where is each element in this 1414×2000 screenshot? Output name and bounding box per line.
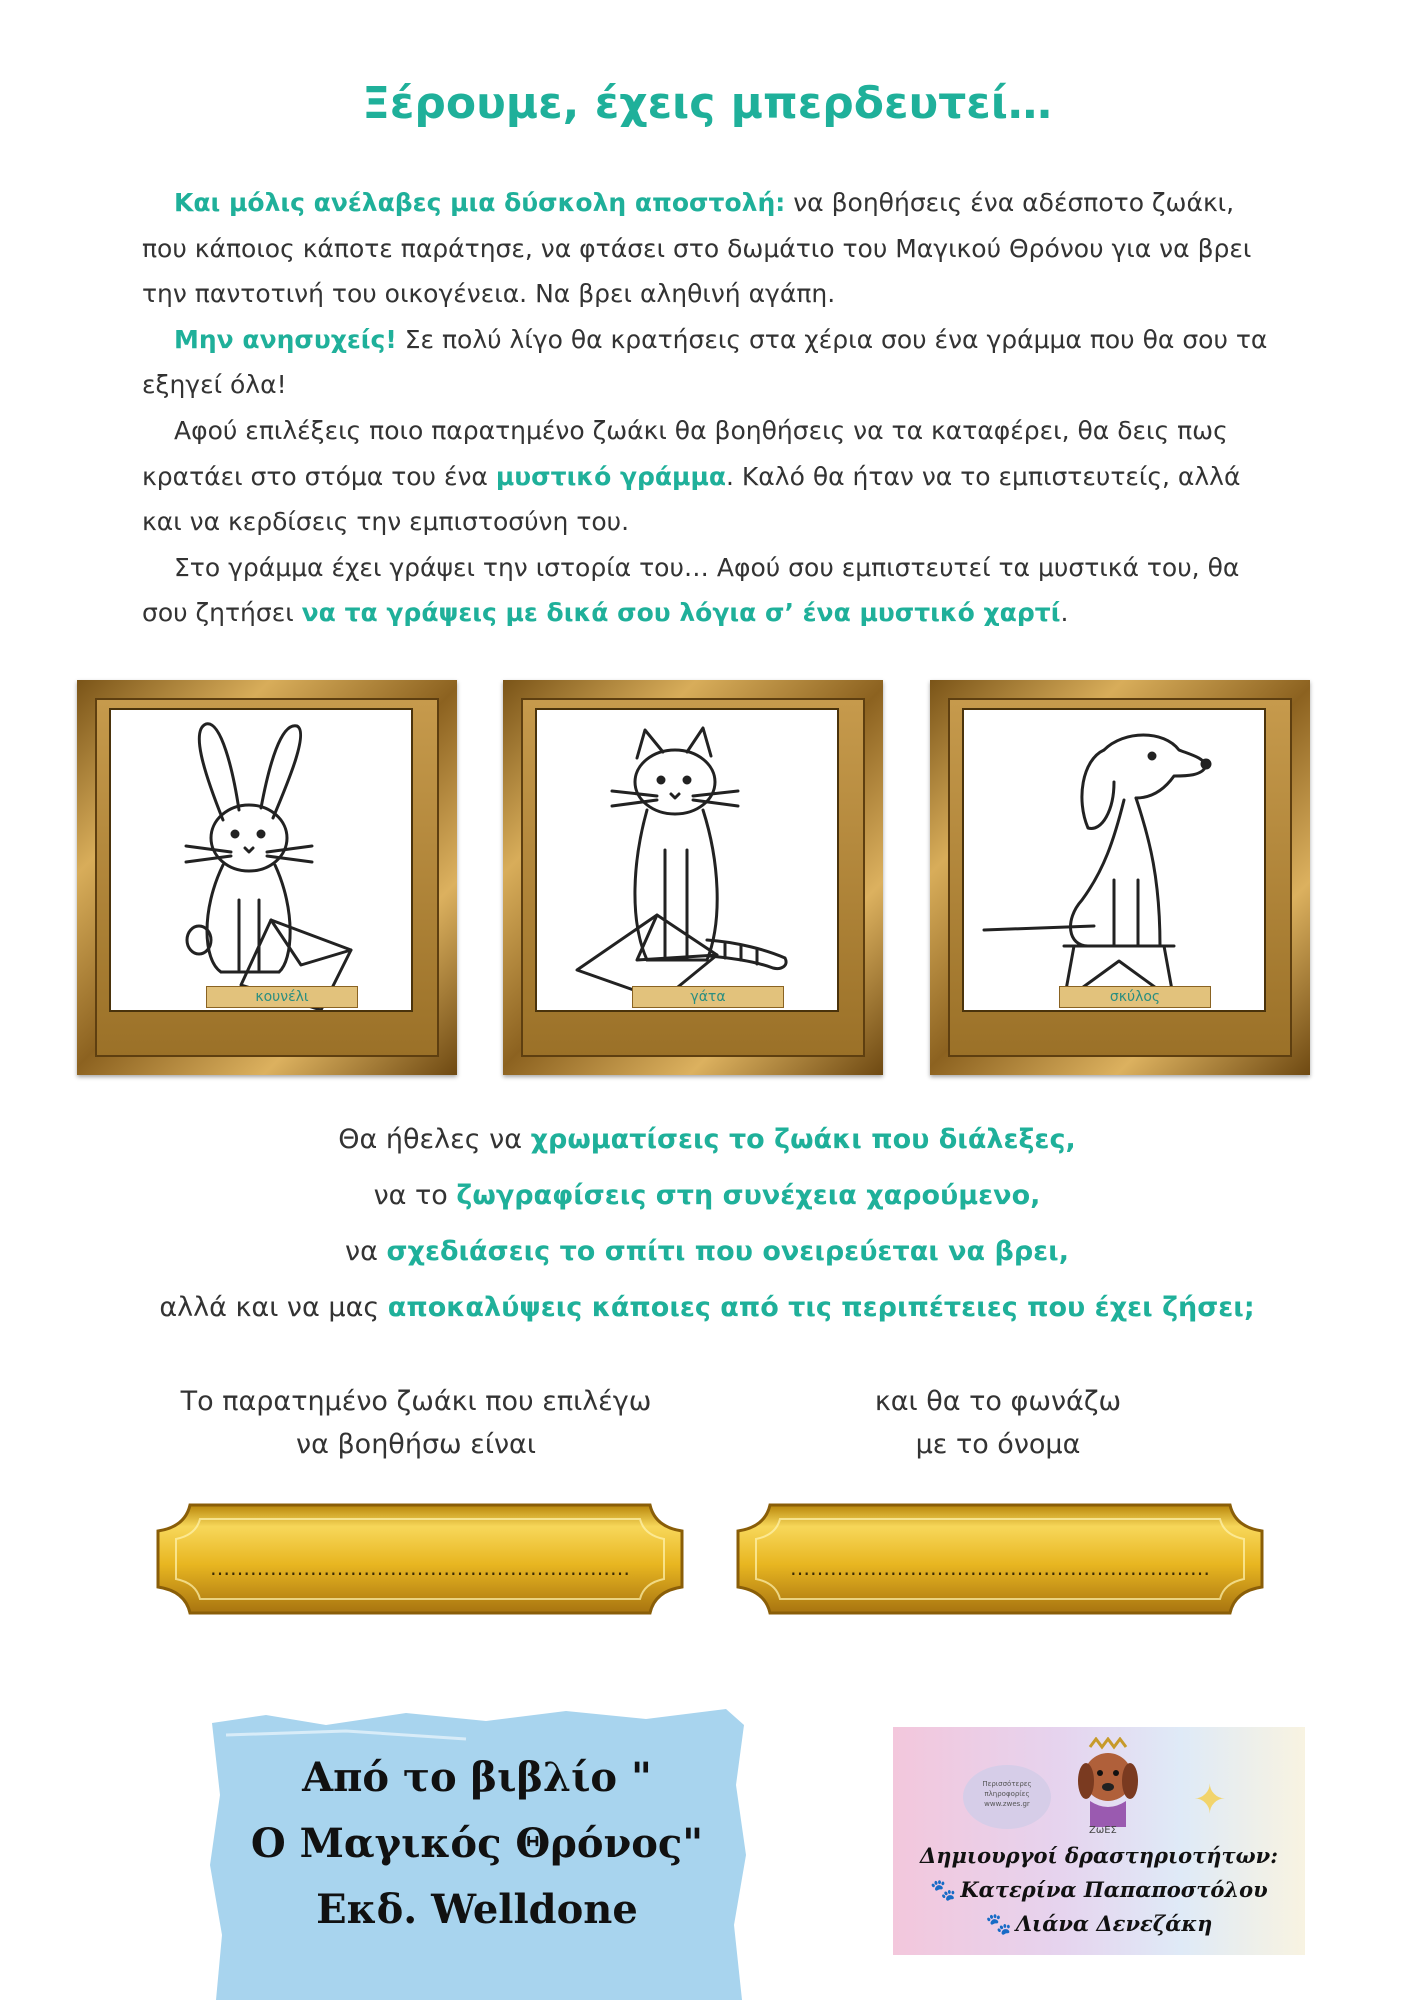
credit-line: Από το βιβλίο ": [302, 1754, 652, 1801]
dog-drawing: [962, 708, 1266, 1012]
label-line: Το παρατημένο ζωάκι που επιλέγω: [180, 1386, 652, 1417]
intro-text-span: Αφού επιλέξεις ποιο παρατημένο ζωάκι θα βοηθήσεις να τα καταφέρει, θα δεις πως κρατάει στο στόμα του ένα: [142, 415, 1228, 491]
prompt-line: [0, 1112, 1414, 1168]
frame-label-plate: σκύλος: [1059, 986, 1211, 1008]
prompt-line: [0, 1280, 1414, 1336]
rabbit-drawing: [109, 708, 413, 1012]
animal-name-label: [738, 1380, 1258, 1466]
intro-highlight: Και μόλις ανέλαβες μια δύσκολη αποστολή:: [174, 188, 786, 217]
animal-choice-label: [156, 1380, 676, 1466]
frame-label-plate: κουνέλι: [206, 986, 358, 1008]
frame-cat[interactable]: [503, 680, 883, 1075]
prompt-highlight: ζωγραφίσεις στη συνέχεια χαρούμενο,: [456, 1180, 1041, 1211]
dog-logo-icon: [1068, 1737, 1148, 1835]
creators-box: [893, 1727, 1305, 1955]
prompt-line: [0, 1224, 1414, 1280]
prompt-text: αλλά και να μας: [159, 1292, 388, 1323]
intro-paragraph: [142, 180, 1282, 317]
animal-name-field[interactable]: [730, 1497, 1270, 1621]
intro-text-span: Στο γράμμα έχει γράψει την ιστορία του… Αφού σου εμπιστευτεί τα μυστικά του, θα σου ζητήσει: [142, 552, 1240, 628]
prompt-line: [0, 1168, 1414, 1224]
cat-drawing: [535, 708, 839, 1012]
intro-text-span: να βοηθήσεις ένα αδέσποτο ζωάκι, που κάποιος κάποτε παράτησε, να φτάσει στο δωμάτιο του Μαγικού Θρόνου για να βρει την παντοτινή του οικογένεια. Να βρει αληθινή αγάπη.: [142, 188, 1252, 309]
creator-name-text: Κατερίνα Παπαποστόλου: [960, 1877, 1268, 1902]
frame-rabbit[interactable]: [77, 680, 457, 1075]
prompt-highlight: σχεδιάσεις το σπίτι που ονειρεύεται να βρει,: [386, 1236, 1069, 1267]
paw-icon: 🐾: [985, 1911, 1012, 1936]
prompt-text: Θα ήθελες να: [338, 1124, 531, 1155]
frame-dog[interactable]: [930, 680, 1310, 1075]
creators-heading: Δημιουργοί δραστηριοτήτων:: [920, 1843, 1278, 1868]
intro-paragraph: [142, 317, 1282, 408]
credit-line: Ο Μαγικός Θρόνος": [250, 1820, 704, 1867]
paw-icon: 🐾: [930, 1877, 957, 1902]
intro-highlight: Μην ανησυχείς!: [174, 324, 397, 354]
info-badge: Περισσότερες πληροφορίες www.zwes.gr: [963, 1765, 1051, 1829]
label-line: και θα το φωνάζω: [874, 1386, 1122, 1417]
intro-text-span: Σε πολύ λίγο θα κρατήσεις στα χέρια σου ένα γράμμα που θα σου τα εξηγεί όλα!: [142, 324, 1268, 400]
prompt-text: να το: [373, 1180, 457, 1211]
sparkle-icon: ✦: [1193, 1777, 1227, 1823]
field-blank: ………………………………………………………: [790, 1556, 1210, 1580]
intro-text-span: .: [1060, 598, 1069, 628]
intro-text-span: . Καλό θα ήταν να το εμπιστευτείς, αλλά και να κερδίσεις την εμπιστοσύνη του.: [142, 461, 1241, 537]
logo-caption: ΖωΕΣ: [1089, 1825, 1117, 1836]
book-credit: [206, 1745, 748, 1943]
label-line: με το όνομα: [915, 1429, 1081, 1460]
intro-highlight: μυστικό γράμμα: [495, 461, 727, 491]
prompt-highlight: χρωματίσεις το ζωάκι που διάλεξες,: [530, 1124, 1076, 1155]
credit-line: Εκδ. Welldone: [316, 1886, 638, 1933]
creator-name-text: Λιάνα Δενεζάκη: [1015, 1911, 1213, 1936]
prompt-text: να: [345, 1236, 387, 1267]
animal-choice-field[interactable]: [150, 1497, 690, 1621]
intro-paragraph: [142, 545, 1282, 636]
creator-name: [893, 1877, 1305, 1903]
activity-prompt: [0, 1112, 1414, 1336]
intro-paragraph: [142, 408, 1282, 545]
label-line: να βοηθήσω είναι: [295, 1429, 536, 1460]
field-blank: ………………………………………………………: [210, 1556, 630, 1580]
intro-highlight: να τα γράψεις με δικά σου λόγια σ’ ένα μυστικό χαρτί: [301, 598, 1061, 628]
intro-text: [142, 180, 1282, 636]
page-title: Ξέρουμε, έχεις μπερδευτεί…: [362, 78, 1052, 129]
frame-label-plate: γάτα: [632, 986, 784, 1008]
creator-name: [893, 1911, 1305, 1937]
prompt-highlight: αποκαλύψεις κάποιες από τις περιπέτειες που έχει ζήσει;: [387, 1292, 1255, 1323]
